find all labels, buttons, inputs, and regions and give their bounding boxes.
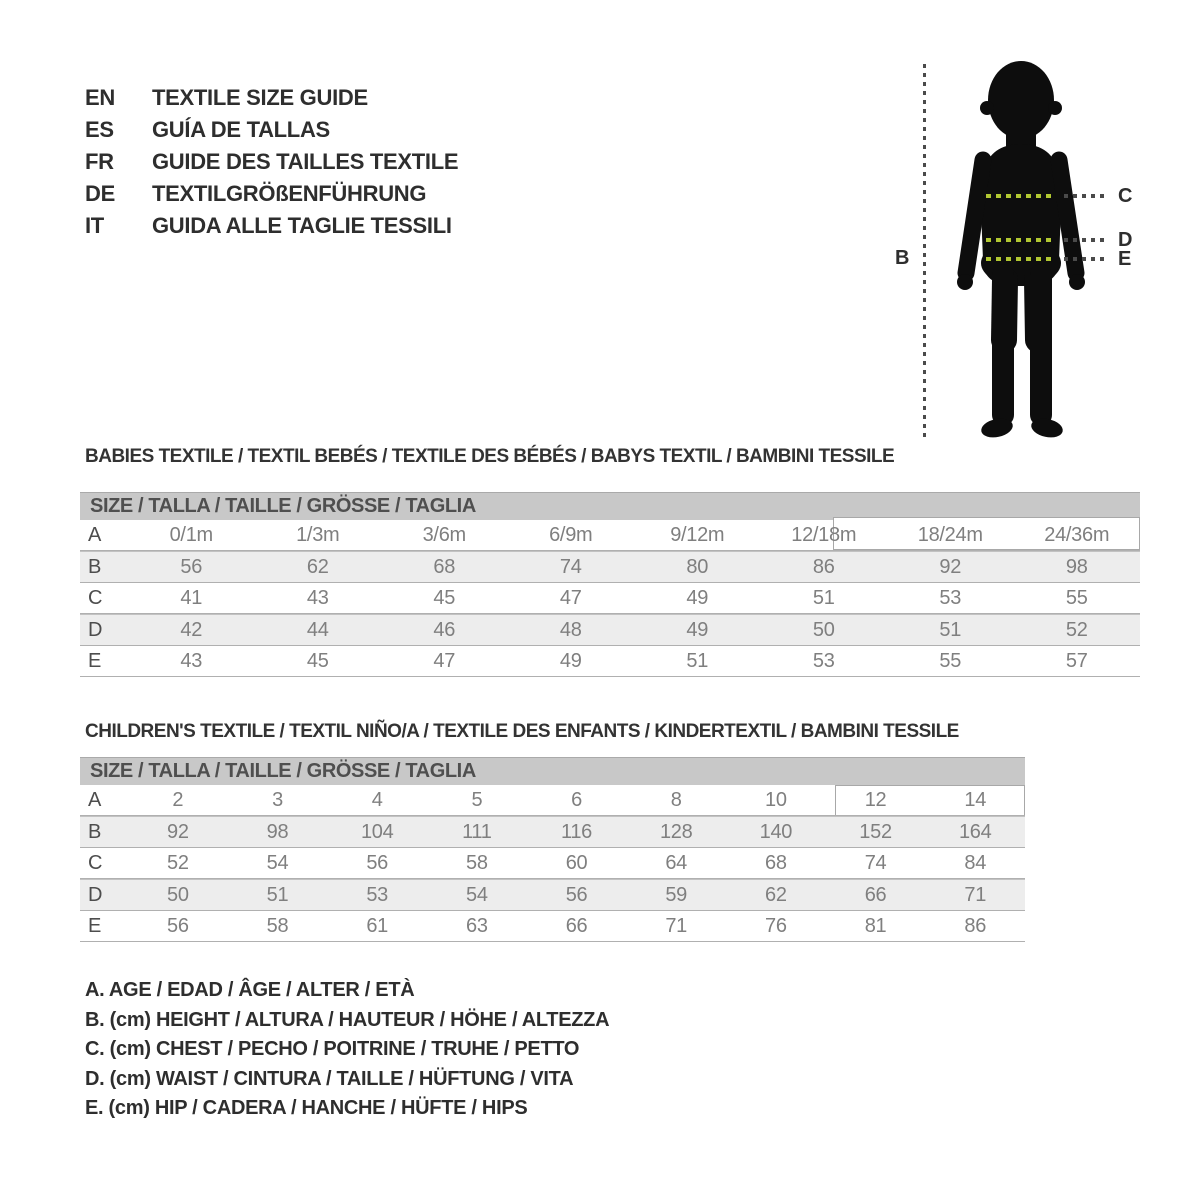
language-code: ES (85, 117, 114, 142)
language-guide-title: GUÍA DE TALLAS (152, 117, 330, 142)
row-label: B (88, 820, 102, 843)
size-value-cell: 104 (360, 820, 394, 843)
size-value-cell: 61 (366, 914, 388, 937)
language-row (85, 178, 458, 210)
language-row (85, 210, 458, 242)
row-label: C (88, 586, 103, 609)
size-value-cell: 81 (864, 914, 887, 937)
size-value-cell: 4 (371, 788, 383, 811)
size-value-cell: 49 (559, 649, 582, 672)
size-value-cell: 8 (670, 788, 682, 811)
size-value-cell: 58 (466, 851, 488, 874)
size-value-cell: 49 (686, 618, 709, 641)
size-table-row-b (80, 816, 1025, 848)
size-value-cell: 51 (686, 649, 709, 672)
size-value-cell: 2 (172, 788, 184, 811)
size-value-cell: 45 (433, 586, 456, 609)
size-value-cell: 84 (964, 851, 987, 874)
language-guide-title: TEXTILE SIZE GUIDE (152, 85, 368, 110)
measurement-legend (85, 976, 609, 1124)
size-value-cell: 42 (180, 618, 203, 641)
size-value-cell: 55 (939, 649, 962, 672)
size-value-cell: 98 (266, 820, 289, 843)
babies-size-table (80, 492, 1140, 677)
row-label: D (88, 883, 103, 906)
size-value-cell: 140 (759, 820, 793, 843)
size-value-cell: 51 (812, 586, 835, 609)
size-value-cell: 14 (964, 788, 987, 811)
children-section-heading: CHILDREN'S TEXTILE / TEXTIL NIÑO/A / TEXTILE DES ENFANTS / KINDERTEXTIL / BAMBINI TESSILE (85, 721, 959, 742)
size-value-cell: 53 (812, 649, 835, 672)
size-value-cell: 53 (366, 883, 388, 906)
size-value-cell: 66 (565, 914, 588, 937)
size-value-cell: 12 (864, 788, 887, 811)
babies-section-heading: BABIES TEXTILE / TEXTIL BEBÉS / TEXTILE DES BÉBÉS / BABYS TEXTIL / BAMBINI TESSILE (85, 446, 895, 467)
size-value-cell: 45 (306, 649, 329, 672)
size-value-cell: 60 (565, 851, 588, 874)
size-value-cell: 6 (571, 788, 582, 811)
language-code: IT (85, 213, 104, 238)
row-label: D (88, 618, 103, 641)
language-row (85, 114, 458, 146)
children-size-table (80, 757, 1025, 942)
size-value-cell: 10 (765, 788, 787, 811)
size-value-cell: 12/18m (791, 523, 857, 546)
language-code: DE (85, 181, 115, 206)
size-value-cell: 44 (306, 618, 329, 641)
language-guide-title: TEXTILGRÖßENFÜHRUNG (152, 181, 427, 206)
size-value-cell: 52 (1065, 618, 1088, 641)
size-value-cell: 71 (665, 914, 688, 937)
size-value-cell: 3/6m (422, 523, 466, 546)
chest-label: C (1118, 185, 1133, 207)
size-value-cell: 98 (1065, 555, 1088, 578)
waist-leader-line (1064, 238, 1108, 242)
size-table-row-b (80, 551, 1140, 583)
size-value-cell: 51 (939, 618, 962, 641)
language-row (85, 146, 458, 178)
size-value-cell: 128 (659, 820, 693, 843)
height-label: B (895, 247, 910, 269)
size-table-row-d (80, 614, 1140, 646)
size-value-cell: 18/24m (917, 523, 983, 546)
babies-table-body (80, 520, 1140, 677)
chest-measure-line (986, 194, 1056, 198)
row-label: E (88, 914, 102, 937)
language-row (85, 82, 458, 114)
language-guide-title: GUIDE DES TAILLES TEXTILE (152, 149, 459, 174)
size-value-cell: 86 (812, 555, 835, 578)
size-value-cell: 56 (366, 851, 388, 874)
size-value-cell: 92 (167, 820, 189, 843)
size-value-cell: 164 (958, 820, 992, 843)
size-value-cell: 64 (665, 851, 688, 874)
waist-measure-line (986, 238, 1056, 242)
size-table-row-c (80, 848, 1025, 879)
size-value-cell: 63 (466, 914, 488, 937)
size-value-cell: 50 (167, 883, 189, 906)
row-label: A (88, 523, 102, 546)
hip-leader-line (1064, 257, 1108, 261)
size-value-cell: 24/36m (1044, 523, 1110, 546)
waist-label: D (1118, 229, 1133, 251)
size-value-cell: 43 (306, 586, 329, 609)
language-guide-title: GUIDA ALLE TAGLIE TESSILI (152, 213, 452, 238)
size-value-cell: 1/3m (296, 523, 340, 546)
size-value-cell: 50 (812, 618, 835, 641)
size-value-cell: 58 (266, 914, 289, 937)
size-value-cell: 62 (765, 883, 787, 906)
size-value-cell: 74 (864, 851, 887, 874)
hip-measure-line (986, 257, 1056, 261)
size-value-cell: 48 (559, 618, 582, 641)
size-table-row-e (80, 646, 1140, 677)
size-value-cell: 54 (466, 883, 488, 906)
legend-line: E. (cm) HIP / CADERA / HANCHE / HÜFTE / HIPS (85, 1097, 528, 1119)
size-value-cell: 86 (964, 914, 987, 937)
size-value-cell: 76 (765, 914, 787, 937)
size-value-cell: 57 (1065, 649, 1088, 672)
size-value-cell: 92 (939, 555, 962, 578)
size-value-cell: 5 (471, 788, 483, 811)
size-table-row-d (80, 879, 1025, 911)
legend-line: D. (cm) WAIST / CINTURA / TAILLE / HÜFTUNG / VITA (85, 1067, 574, 1090)
size-value-cell: 56 (180, 555, 203, 578)
children-table-body (80, 785, 1025, 942)
size-header-bar: SIZE / TALLA / TAILLE / GRÖSSE / TAGLIA (80, 492, 1140, 520)
height-measure-line (923, 64, 926, 442)
language-title-list (85, 82, 458, 242)
language-code: EN (85, 85, 115, 110)
row-label: C (88, 851, 103, 874)
row-label: A (88, 788, 102, 811)
size-value-cell: 0/1m (169, 523, 213, 546)
size-value-cell: 43 (180, 649, 203, 672)
legend-line: C. (cm) CHEST / PECHO / POITRINE / TRUHE / PETTO (85, 1038, 580, 1060)
size-table-row-c (80, 583, 1140, 614)
row-label: E (88, 649, 102, 672)
size-value-cell: 52 (167, 851, 189, 874)
size-value-cell: 41 (180, 586, 203, 609)
row-label: B (88, 555, 102, 578)
size-value-cell: 3 (272, 788, 283, 811)
size-value-cell: 53 (939, 586, 962, 609)
size-table-row-a (80, 785, 1025, 816)
size-value-cell: 6/9m (549, 523, 593, 546)
size-value-cell: 54 (266, 851, 289, 874)
size-value-cell: 49 (686, 586, 709, 609)
size-value-cell: 56 (565, 883, 588, 906)
size-table-row-a (80, 520, 1140, 551)
size-value-cell: 59 (665, 883, 688, 906)
size-value-cell: 47 (559, 586, 582, 609)
size-value-cell: 80 (686, 555, 709, 578)
size-value-cell: 68 (765, 851, 787, 874)
size-value-cell: 62 (306, 555, 329, 578)
size-value-cell: 9/12m (670, 523, 725, 546)
size-value-cell: 116 (561, 820, 593, 843)
size-value-cell: 111 (462, 820, 492, 843)
size-value-cell: 74 (559, 555, 582, 578)
legend-line: B. (cm) HEIGHT / ALTURA / HAUTEUR / HÖHE / ALTEZZA (85, 1008, 610, 1031)
size-value-cell: 46 (433, 618, 456, 641)
size-value-cell: 68 (433, 555, 456, 578)
size-value-cell: 55 (1065, 586, 1088, 609)
size-value-cell: 66 (864, 883, 887, 906)
size-value-cell: 56 (167, 914, 189, 937)
language-code: FR (85, 149, 114, 174)
hip-label: E (1118, 248, 1132, 270)
size-value-cell: 71 (964, 883, 987, 906)
legend-line: A. AGE / EDAD / ÂGE / ALTER / ETÀ (85, 979, 415, 1001)
size-value-cell: 152 (859, 820, 892, 843)
size-value-cell: 51 (266, 883, 289, 906)
size-table-row-e (80, 911, 1025, 942)
chest-leader-line (1064, 194, 1108, 198)
size-value-cell: 47 (433, 649, 456, 672)
size-header-bar: SIZE / TALLA / TAILLE / GRÖSSE / TAGLIA (80, 757, 1025, 785)
child-silhouette-figure (953, 60, 1093, 442)
